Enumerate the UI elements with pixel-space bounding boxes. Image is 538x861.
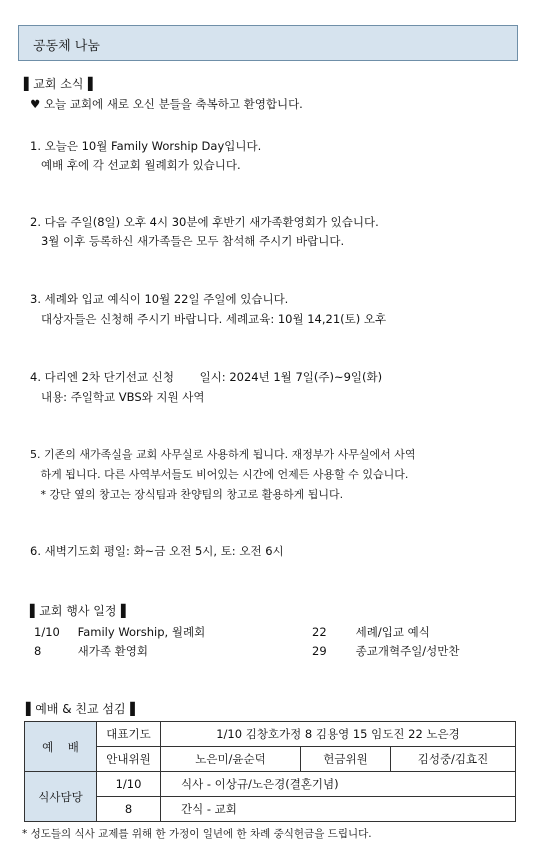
event-name: 종교개혁주일/성만찬 [355,644,460,658]
worship-label: 예 배 [25,722,97,772]
events-section-title: ▌교회 행사 일정▐ [30,604,126,618]
event-date: 22 [312,625,327,639]
table-row [25,722,516,747]
event-row [34,624,205,640]
usher-value: 노은미/윤순덕 [161,747,301,772]
event-name: Family Worship, 월례회 [77,625,206,639]
footnote: * 성도들의 식사 교제를 위해 한 가정이 일년에 한 차례 중식헌금을 드립니다. [22,828,372,840]
offering-value: 김성중/김효진 [391,747,516,772]
prayer-value: 1/10 김창호가정 8 김용영 15 임도진 22 노은경 [161,722,516,747]
page-header [18,25,518,61]
welcome-text: ♥ 오늘 교회에 새로 오신 분들을 축복하고 환영합니다. [30,97,303,111]
news-item-4: 4. 다리엔 2차 단기선교 신청 일시: 2024년 1월 7일(주)~9일(화) [30,370,383,384]
news-item-1-detail: 예배 후에 각 선교회 월례회가 있습니다. [30,158,241,172]
news-item-5-note: * 강단 옆의 창고는 장식팀과 찬양팀의 창고로 활용하게 됩니다. [30,488,344,501]
event-row [312,643,460,659]
news-item-5-detail: 하게 됩니다. 다른 사역부서들도 비어있는 시간에 언제든 사용할 수 있습니다. [30,468,409,481]
meal-value: 식사 - 이상규/노은경(결혼기념) [161,772,516,797]
meal-label: 식사담당 [25,772,97,822]
news-item-2-detail: 3월 이후 등록하신 새가족들은 모두 참석해 주시기 바랍니다. [30,234,345,248]
event-name: 세례/입교 예식 [355,625,430,639]
news-item-6: 6. 새벽기도회 평일: 화~금 오전 5시, 토: 오전 6시 [30,544,284,558]
event-date: 8 [34,644,42,658]
meal-date: 1/10 [97,772,161,797]
usher-label: 안내위원 [97,747,161,772]
event-row [312,624,430,640]
offering-label: 헌금위원 [301,747,391,772]
news-item-5: 5. 기존의 새가족실을 교회 사무실로 사용하게 됩니다. 재정부가 사무실에서 사역 [30,448,416,461]
page-title: 공동체 나눔 [33,39,100,54]
news-item-1: 1. 오늘은 10월 Family Worship Day입니다. [30,139,262,153]
event-date: 29 [312,644,327,658]
event-row [34,643,148,659]
worship-section-title: ▌예배 & 친교 섬김▐ [26,702,135,716]
news-section-title: ▌교회 소식▐ [24,77,93,91]
news-item-3: 3. 세례와 입교 예식이 10월 22일 주일에 있습니다. [30,292,289,306]
meal-value: 간식 - 교회 [161,797,516,822]
news-item-4-detail: 내용: 주일학교 VBS와 지원 사역 [30,390,205,404]
prayer-label: 대표기도 [97,722,161,747]
worship-schedule-table [24,721,516,822]
table-row [25,772,516,797]
meal-date: 8 [97,797,161,822]
event-name: 새가족 환영회 [77,644,148,658]
table-row [25,747,516,772]
event-date: 1/10 [34,625,60,639]
news-item-3-detail: 대상자들은 신청해 주시기 바랍니다. 세례교육: 10월 14,21(토) 오후 [30,312,387,326]
table-row [25,797,516,822]
news-item-2: 2. 다음 주일(8일) 오후 4시 30분에 후반기 새가족환영회가 있습니다. [30,215,379,229]
